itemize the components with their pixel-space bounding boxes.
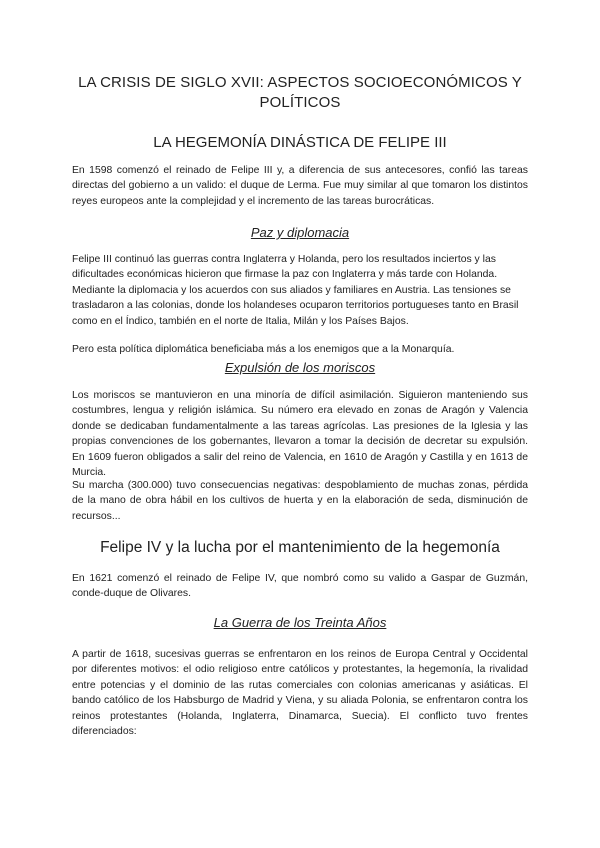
section-heading-felipe-iv: Felipe IV y la lucha por el mantenimiento de la hegemonía [100, 539, 500, 556]
expulsion-moriscos-paragraph: Los moriscos se mantuvieron en una minoría de difícil asimilación. Siguieron manteniendo sus costumbres, lengua y religión islámica. Su número era elevado en zonas de Aragón y Valencia donde se dedicaban fundamentalmente a las tareas agrícolas. Las presiones de la Iglesia y las propias convenciones de los gobernantes, llevaron a tomar la decisión de decretar su expulsión. En 1609 fueron obligados a salir del reino de Valencia, en 1610 de Aragón y Castilla y en 1613 de Murcia. [72, 390, 528, 479]
expulsion-consequences-paragraph: Su marcha (300.000) tuvo consecuencias negativas: despoblamiento de muchas zonas, pérdida de la mano de obra hábil en los cultivos de huerta y en la elaboración de seda, disminución de recursos... [72, 480, 528, 522]
subsection-heading-guerra-treinta-anos: La Guerra de los Treinta Años [213, 615, 387, 630]
section-heading-felipe-iii: LA HEGEMONÍA DINÁSTICA DE FELIPE III [153, 134, 447, 151]
felipe-iv-intro-paragraph: En 1621 comenzó el reinado de Felipe IV, que nombró como su valido a Gaspar de Guzmán, conde-duque de Olivares. [72, 573, 528, 600]
paz-diplomacia-conclusion: Pero esta política diplomática beneficiaba más a los enemigos que a la Monarquía. [72, 344, 455, 355]
subsection-heading-expulsion-moriscos: Expulsión de los moriscos [224, 360, 376, 375]
guerra-treinta-anos-paragraph: A partir de 1618, sucesivas guerras se enfrentaron en los reinos de Europa Central y Occidental por diferentes motivos: el odio religioso entre católicos y protestantes, la hegemonía, la rivalidad entre potencias y el dominio de las rutas comerciales con colonias americanas y asiáticas. El bando católico de los Habsburgo de Madrid y Viena, y su aliada Polonia, se enfrentaron contra los reinos protestantes (Holanda, Inglaterra, Dinamarca, Suecia). El conflicto tuvo frentes diferenciados: [72, 649, 528, 738]
subsection-heading-paz-diplomacia: Paz y diplomacia [250, 225, 350, 240]
paz-diplomacia-paragraph: Felipe III continuó las guerras contra Inglaterra y Holanda, pero los resultados inciertos y las dificultades económicas hicieron que firmase la paz con Inglaterra y más tarde con Holanda. Mediante la diplomacia y los acuerdos con sus aliados y familiares en Austria. Las tensiones se trasladaron a las colonias, donde los holandeses ocuparon territorios portugueses tanto en Brasil como en el Índico, también en el norte de Italia, Milán y los Países Bajos. [72, 254, 519, 327]
document-title: LA CRISIS DE SIGLO XVII: ASPECTOS SOCIOECONÓMICOS Y POLÍTICOS [78, 74, 522, 111]
felipe-iii-intro-paragraph: En 1598 comenzó el reinado de Felipe III y, a diferencia de sus antecesores, confió las tareas directas del gobierno a un valido: el duque de Lerma. Fue muy similar al que tomaron los distintos reyes europeos ante la complejidad y el incremento de las tareas burocráticas. [72, 165, 528, 207]
